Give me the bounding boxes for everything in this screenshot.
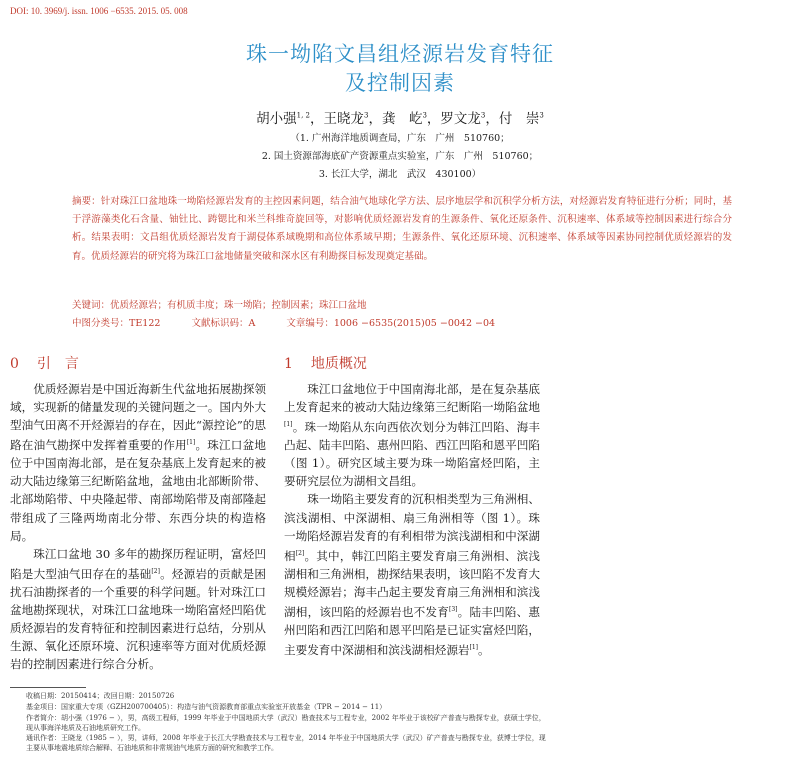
footnote-corresponding-author: 通讯作者：王晓龙（1985 − ），男，讲师，2008 年毕业于长江大学勘查技术与工程专业，2014 年毕业于中国地质大学（武汉）矿产普查与勘探专业，获博士学位，现主要从事地震地质综合解释、石油地质和非常规油气地质方面的研究和教学工作。 (26, 734, 546, 752)
footnote-funding: 基金项目：国家重大专项（GZH200700405）：构造与油气资源教育部重点实验室开放基金（TPR − 2014 − 11） (26, 703, 387, 711)
paragraph-text: 。其中，韩江凹陷主要发育扇三角洲相、滨浅湖相和三角洲相，勘探结果表明，该凹陷不发育大规模烃源岩；海丰凸起主要发育扇三角洲相和滨浅湖相，该凹陷的烃源岩也不发育 (284, 548, 540, 619)
clc-number: 中图分类号：TE122 (72, 318, 161, 329)
classification-line (72, 315, 523, 329)
citation: [2] (151, 567, 160, 575)
keywords (72, 297, 732, 311)
paragraph (10, 545, 266, 674)
author-affiliation-mark: 3 (480, 111, 486, 120)
paragraph (284, 380, 540, 490)
author-name: 胡小强 (256, 111, 297, 127)
citation: [3] (448, 605, 458, 613)
doi-line: DOI: 10. 3969/j. issn. 1006 −6535. 2015. 05. 008 (10, 6, 188, 16)
affiliation-3: 3. 长江大学，湖北 武汉 430100） (318, 169, 482, 180)
author-name: 龚 屹 (381, 111, 423, 127)
citation: [2] (295, 549, 305, 557)
author-name: 王晓龙 (323, 111, 364, 127)
author-affiliation-mark: 3 (363, 111, 369, 120)
paragraph-text: 。陆丰凹陷、惠州凹陷和西江凹陷和恩平凹陷是已证实富烃凹陷，主要发育中深湖相和滨浅湖相烃源岩 (284, 604, 540, 657)
section-title: 引 言 (36, 356, 79, 372)
author-affiliation-mark: 1, 2 (296, 111, 310, 120)
paragraph-text: 。 (478, 642, 490, 657)
left-column (10, 380, 266, 673)
author-affiliation-mark: 3 (539, 111, 544, 120)
section-title: 地质概况 (310, 356, 367, 372)
paper-title-line1: 珠一坳陷文昌组烃源岩发育特征 (246, 42, 554, 66)
paragraph-text: 珠一坳陷主要发育的沉积相类型为三角洲相、滨浅湖相、中深湖相、扇三角洲相等（图 1）。珠一坳陷烃源岩发育的有利相带为滨浅湖相和中深湖相 (284, 492, 540, 563)
paragraph-text: 珠江口盆地 30 多年的勘探历程证明，富烃凹陷是大型油气田存在的基础 (10, 546, 266, 581)
paragraph-text: 珠江口盆地位于中国南海北部，是在复杂基底上发育起来的被动大陆边缘第三纪断陷一坳陷盆地 (284, 382, 540, 415)
citation: [1] (186, 439, 196, 447)
keywords-text: 优质烃源岩；有机质丰度；珠一坳陷；控制因素；珠江口盆地 (110, 300, 367, 311)
footnote-author-bio: 作者简介：胡小强（1976 − ），男，高级工程师，1999 年毕业于中国地质大学（武汉）勘查技术与工程专业，2002 年毕业于该校矿产普查与勘探专业，获硕士学位，现从事海洋地质及石油地质研究工作。 (26, 714, 546, 732)
footnote-divider (10, 687, 86, 688)
paragraph-text: 。烃源岩的贡献是困扰石油勘探者的一个重要的科学问题。针对珠江口盆地勘探现状，对珠江口盆地珠一坳陷富烃凹陷优质烃源岩的发育特征和控制因素进行总结，分别从生源、氧化还原环境、沉积速率等方面对优质烃源岩的控制因素进行综合分析。 (10, 566, 266, 672)
abstract-label: 摘要： (72, 196, 101, 207)
abstract-text: 针对珠江口盆地珠一坳陷烃源岩发育的主控因素问题，结合油气地球化学方法、层序地层学和沉积学分析方法，对烃源岩发育特征进行分析；同时，基于浮游藻类化石含量、铀钍比、踌锶比和米兰科维奇旋回等，对影响优质烃源岩发育的生源条件、氧化还原条件、沉积速率、体系域等控制因素进行综合分析。结果表明：文昌组优质烃源岩发育于湖侵体系域晚期和高位体系域早期；生源条件、氧化还原环境、沉积速率、体系域等因素协同控制优质烃源岩的发育。优质烃源岩的研究将为珠江口盆地储量突破和深水区有利勘探目标发现奠定基础。 (72, 196, 732, 262)
abstract (72, 193, 732, 266)
paragraph-text: 。珠一坳陷从东向西依次划分为韩江凹陷、海丰凸起、陆丰凹陷、惠州凹陷、西江凹陷和恩平凹陷（图 1）。研究区域主要为珠一坳陷富烃凹陷，主要研究层位为湖相文昌组。 (284, 420, 540, 489)
section-heading-introduction (10, 353, 79, 373)
section-number: 1 (284, 356, 293, 372)
citation: [1] (284, 421, 293, 429)
paragraph-text: 优质烃源岩是中国近海新生代盆地拓展勘探领域，实现新的储量发现的关键问题之一。国内外大型油气田离不开烃源岩的存在，因此“源控论”的思路在油气勘探中发挥着重要的作用 (10, 382, 266, 453)
article-number: 文章编号：1006 −6535(2015)05 −0042 −04 (286, 318, 496, 329)
document-code: 文献标识码：A (191, 318, 256, 329)
affiliation-1: （1. 广州海洋地质调查局，广东 广州 510760； (290, 133, 510, 144)
paper-title-line2: 及控制因素 (345, 71, 455, 95)
author-name: 罗文龙 (440, 111, 481, 127)
citation: [1] (469, 643, 479, 651)
affiliation-2: 2. 国土资源部海底矿产资源重点实验室，广东 广州 510760； (261, 151, 539, 162)
right-column (284, 380, 540, 659)
author-affiliation-mark: 3 (422, 111, 427, 120)
section-number: 0 (10, 356, 19, 372)
author-name: 付 崇 (498, 111, 540, 127)
paragraph (284, 490, 540, 658)
author-list: 胡小强$^{1, 2}$，王晓龙$^3$，龚 屹$^3$，罗文龙$^3$，付 崇$^3$ (256, 111, 544, 127)
section-heading-geology (284, 353, 367, 373)
keywords-label: 关键词： (72, 300, 111, 311)
footnote-received-date: 收稿日期：20150414；改回日期：20150726 (26, 692, 175, 700)
paragraph-text: 。珠江口盆地位于中国南海北部，是在复杂基底上发育起来的被动大陆边缘第三纪断陷盆地，盆地由北部断阶带、北部坳陷带、中央隆起带、南部坳陷带及南部隆起带组成了三隆两坳南北分带、东西分块的构造格局。 (10, 438, 266, 543)
paragraph (10, 380, 266, 545)
